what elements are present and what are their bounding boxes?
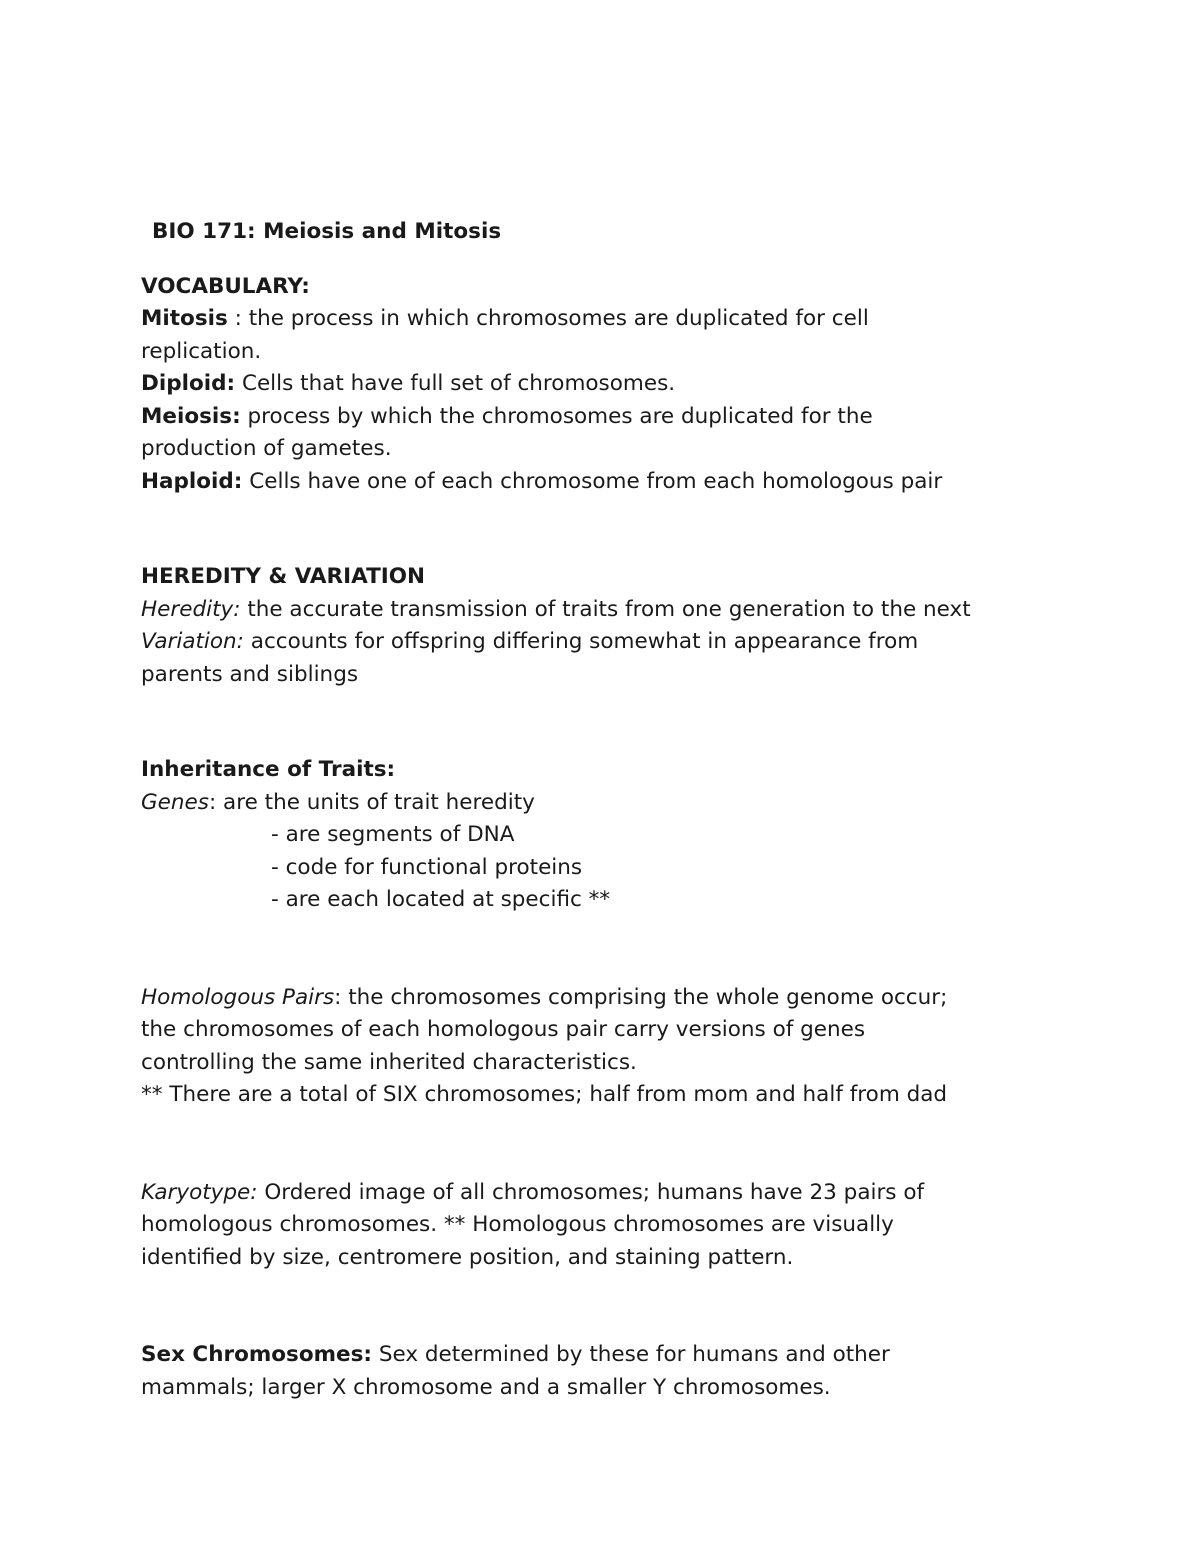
karyotype-def-continued: homologous chromosomes. ** Homologous chromosomes are visually — [141, 1212, 894, 1237]
heredity-term: Heredity: — [141, 596, 241, 622]
homologous-term: Homologous Pairs — [141, 984, 335, 1010]
mitosis-def-continued: replication. — [141, 338, 262, 364]
variation-def-continued: parents and siblings — [141, 661, 359, 687]
karyotype-def-text: Ordered image of all chromosomes; humans have 23 pairs of — [257, 1179, 925, 1205]
haploid-def-text: Cells have one of each chromosome from each homologous pair — [242, 468, 943, 494]
heredity-definition — [141, 594, 1141, 627]
homologous-definition — [141, 982, 1141, 1015]
diploid-def-text: Cells that have full set of chromosomes. — [235, 371, 676, 396]
meiosis-term: Meiosis: — [141, 403, 241, 429]
karyotype-def-continued: identified by size, centromere position, and staining pattern. — [141, 1244, 794, 1270]
homologous-def-continued: the chromosomes of each homologous pair carry versions of genes — [141, 1017, 866, 1042]
sex-chromosomes-term: Sex Chromosomes: — [141, 1342, 372, 1367]
sex-chromosomes-def-continued: mammals; larger X chromosome and a smaller Y chromosomes. — [141, 1374, 831, 1400]
genes-definition — [141, 787, 1141, 820]
haploid-term: Haploid: — [141, 468, 243, 494]
karyotype-term: Karyotype: — [141, 1179, 258, 1205]
variation-definition — [141, 626, 1141, 659]
homologous-def-continued: controlling the same inherited characteristics. — [141, 1049, 637, 1075]
variation-def-text: accounts for offspring differing somewhat in appearance from — [243, 629, 919, 654]
variation-term: Variation: — [141, 629, 244, 654]
heredity-heading: HEREDITY & VARIATION — [141, 564, 426, 589]
diploid-term: Diploid: — [141, 371, 236, 396]
sex-chromosomes-def-text: Sex determined by these for humans and other — [372, 1342, 890, 1367]
genes-bullet: - are segments of DNA — [271, 822, 515, 847]
meiosis-def-text: process by which the chromosomes are duplicated for the — [240, 403, 873, 429]
homologous-def-text: : the chromosomes comprising the whole genome occur; — [334, 984, 948, 1010]
vocabulary-heading: VOCABULARY: — [141, 273, 310, 299]
mitosis-term: Mitosis — [141, 306, 228, 331]
page-title: BIO 171: Meiosis and Mitosis — [152, 219, 502, 244]
heredity-def-text: the accurate transmission of traits from one generation to the next — [240, 596, 971, 622]
mitosis-definition — [141, 303, 1141, 336]
mitosis-def-text: : the process in which chromosomes are duplicated for cell — [227, 306, 869, 331]
genes-term: Genes — [141, 789, 209, 815]
karyotype-definition — [141, 1177, 1141, 1210]
genes-bullet: - are each located at specific ** — [271, 887, 611, 912]
diploid-definition — [141, 368, 1141, 401]
genes-bullet: - code for functional proteins — [271, 854, 583, 880]
meiosis-def-continued: production of gametes. — [141, 436, 392, 461]
haploid-definition — [141, 466, 1141, 499]
genes-def-text: : are the units of trait heredity — [208, 789, 535, 815]
sex-chromosomes-definition — [141, 1339, 1141, 1372]
document-page — [141, 216, 1141, 1404]
homologous-note: ** There are a total of SIX chromosomes; half from mom and half from dad — [141, 1082, 948, 1107]
inheritance-heading: Inheritance of Traits: — [141, 757, 396, 782]
meiosis-definition — [141, 401, 1141, 434]
